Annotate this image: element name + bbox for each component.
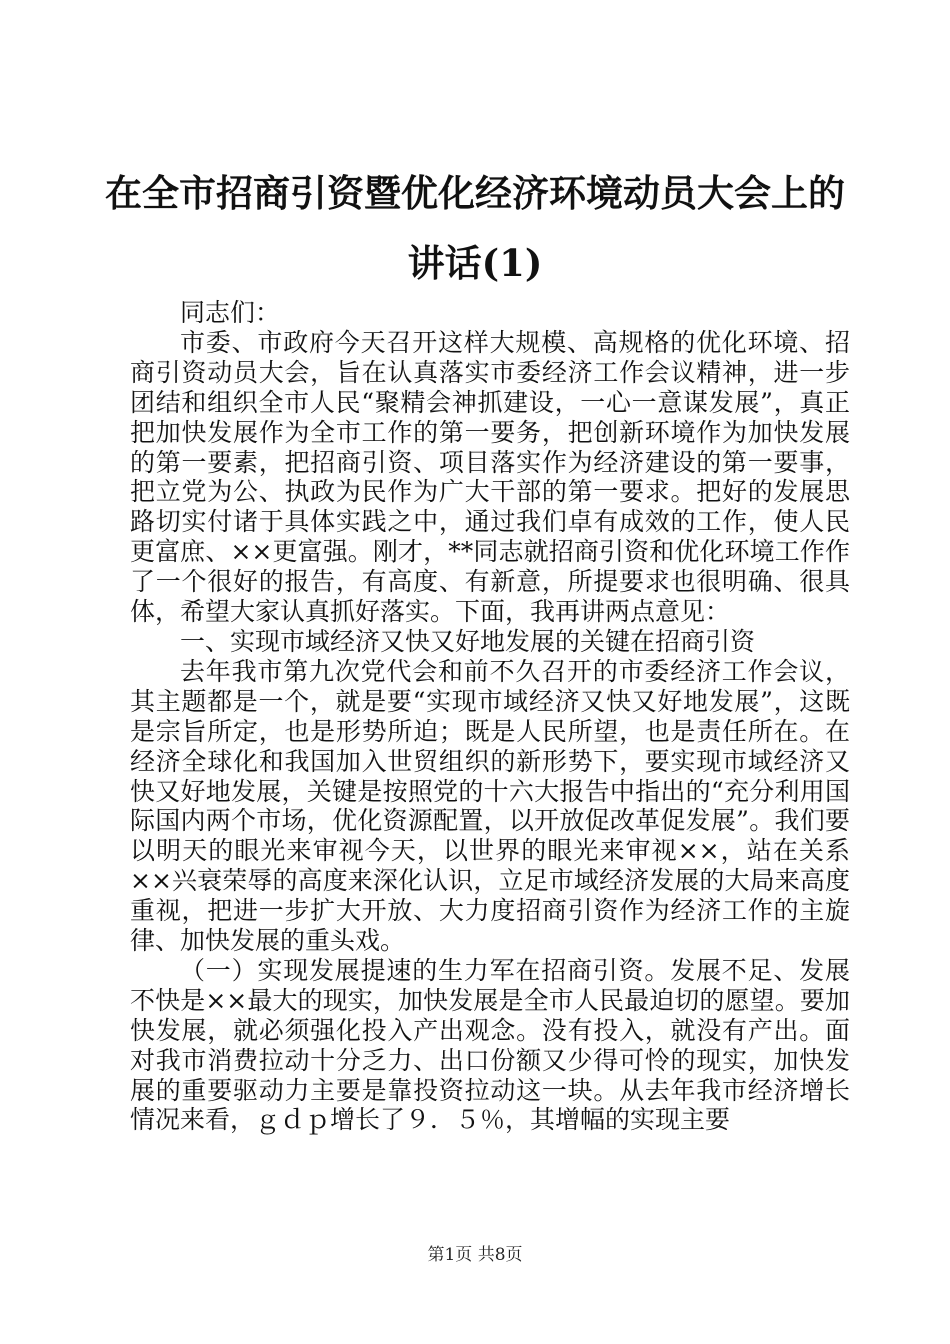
document-title: 在全市招商引资暨优化经济环境动员大会上的讲话(1) xyxy=(105,171,845,285)
section-heading: 一、实现市域经济又快又好地发展的关键在招商引资 xyxy=(180,626,756,656)
page-number: 第1页 共8页 xyxy=(427,1245,523,1265)
paragraph-subsection-one: （一）实现发展提速的生力军在招商引资。发展不足、发展不快是××最大的现实，加快发展是全市人民最迫切的愿望。要加快发展，就必须强化投入产出观念。没有投入，就没有产出。面对我市消费拉动十分乏力、出口份额又少得可怜的现实，加快发展的重要驱动力主要是靠投资拉动这一块。从去年我市经济增长情况来看，ｇｄｐ增长了９．５％，其增幅的实现主要 xyxy=(130,955,850,1135)
salutation: 同志们： xyxy=(180,298,281,327)
paragraph-intro: 市委、市政府今天召开这样大规模、高规格的优化环境、招商引资动员大会，旨在认真落实市委经济工作会议精神，进一步团结和组织全市人民“聚精会神抓建设，一心一意谋发展”，真正把加快发展作为全市工作的第一要务，把创新环境作为加快发展的第一要素，把招商引资、项目落实作为经济建设的第一要事，把立党为公、执政为民作为广大干部的第一要求。把好的发展思路切实付诸于具体实践之中，通过我们卓有成效的工作，使人民更富庶、××更富强。刚才，**同志就招商引资和优化环境工作作了一个很好的报告，有高度、有新意，所提要求也很明确、很具体，希望大家认真抓好落实。下面，我再讲两点意见： xyxy=(130,327,850,627)
paragraph-section-one: 去年我市第九次党代会和前不久召开的市委经济工作会议，其主题都是一个，就是要“实现市域经济又快又好地发展”，这既是宗旨所定，也是形势所迫；既是人民所望，也是责任所在。在经济全球化和我国加入世贸组织的新形势下，要实现市域经济又快又好地发展，关键是按照党的十六大报告中指出的“充分利用国际国内两个市场，优化资源配置，以开放促改革促发展”。我们要以明天的眼光来审视今天，以世界的眼光来审视××，站在关系××兴衰荣辱的高度来深化认识，立足市域经济发展的大局来高度重视，把进一步扩大开放、大力度招商引资作为经济工作的主旋律、加快发展的重头戏。 xyxy=(130,656,850,956)
document-body xyxy=(130,298,850,1135)
